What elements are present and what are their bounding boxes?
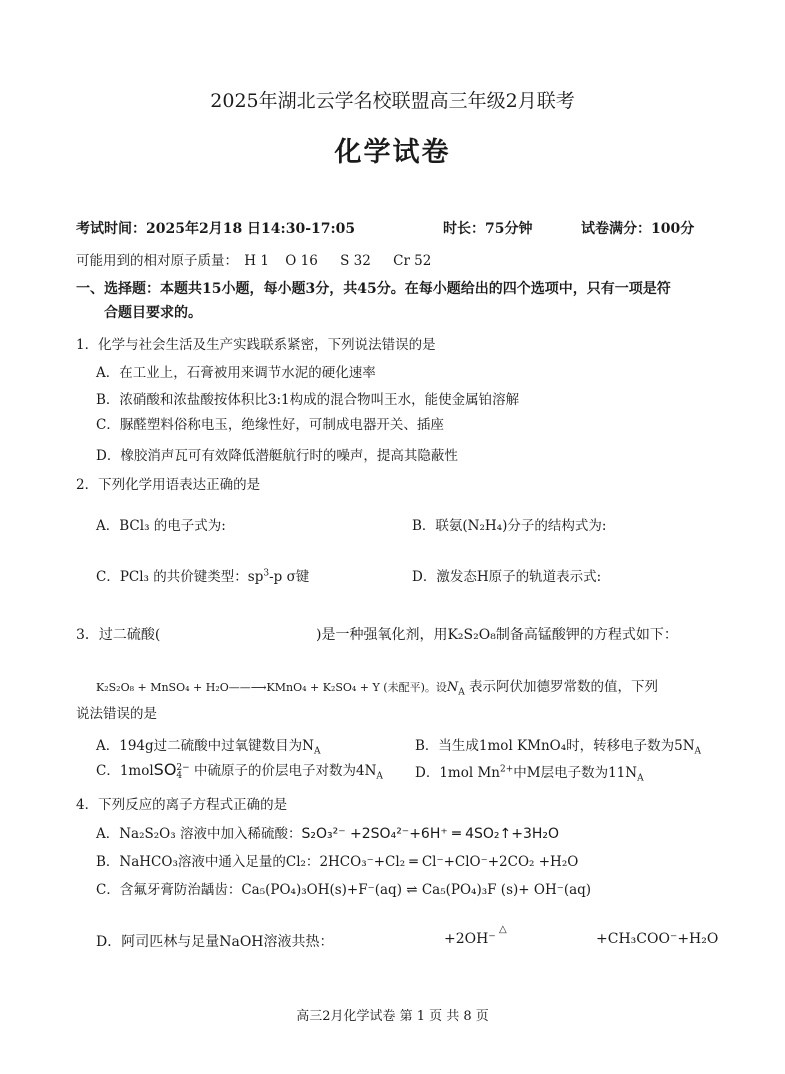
exam-score: 试卷满分：100分	[581, 221, 695, 237]
q4-option-d-pre: D．阿司匹林与足量NaOH溶液共热：	[96, 934, 334, 950]
subject-title: 化学试卷	[334, 137, 451, 168]
q3-option-c	[96, 759, 383, 782]
q3-na-sub: A	[458, 687, 465, 698]
q3-option-c-ion-sub: 4	[176, 770, 183, 781]
q2-option-c-pre: C．PCl₃ 的共价键类型：sp	[96, 569, 264, 585]
q4-option-d-post: +CH₃COO⁻+H₂O	[596, 931, 719, 947]
section1-heading-2: 合题目要求的。	[104, 305, 202, 321]
q3-stem-post: )是一种强氧化剂，用K₂S₂O₈制备高锰酸钾的方程式如下：	[316, 627, 678, 643]
page-footer: 高三2月化学试卷 第 1 页 共 8 页	[296, 1009, 489, 1024]
q3-option-a-sub: A	[313, 746, 321, 757]
q3-option-c-ion-charge	[176, 764, 189, 780]
q2-option-d: D．激发态H原子的轨道表示式:	[412, 569, 602, 585]
q4-option-b	[96, 850, 578, 870]
q3-equation: K₂S₂O₈ + MnSO₄ + H₂O——⟶KMnO₄ + K₂SO₄ + Y (未配平)。设	[96, 681, 447, 694]
q3-option-d-post: 中M层电子数为11N	[513, 765, 638, 781]
q3-stem-pre: 3．过二硫酸(	[76, 627, 161, 643]
q3-option-a	[96, 734, 320, 757]
q3-option-c-pre: C．1mol	[96, 763, 154, 779]
q3-equation-line	[96, 675, 658, 697]
q3-option-c-post: 中硫原子的价层电子对数为4N	[189, 763, 377, 779]
q3-option-c-sub: A	[376, 771, 383, 782]
atomic-mass-cr: Cr 52	[393, 253, 432, 269]
exam-title: 2025年湖北云学名校联盟高三年级2月联考	[210, 90, 575, 112]
q3-option-c-ion-sup: 2−	[176, 762, 190, 773]
q1-option-a: A．在工业上，石膏被用来调节水泥的硬化速率	[96, 365, 376, 381]
q4-option-b-pre: B．NaHCO₃溶液中通入足量的Cl₂：	[96, 854, 320, 870]
exam-duration: 时长：75分钟	[443, 221, 533, 237]
q4-stem: 4．下列反应的离子方程式正确的是	[76, 797, 288, 813]
q3-option-c-ion: SO	[153, 760, 177, 779]
q3-na-symbol: N	[446, 680, 459, 695]
q3-option-b-text: B．当生成1mol KMnO₄时，转移电子数为5N	[415, 738, 695, 754]
q4-option-a-pre: A．Na₂S₂O₃ 溶液中加入稀硫酸：	[96, 826, 302, 842]
heat-triangle-icon: △	[499, 924, 507, 935]
q2-stem: 2．下列化学用语表达正确的是	[76, 477, 261, 493]
q3-option-d-sup: 2+	[499, 764, 514, 775]
q4-option-a	[96, 822, 559, 842]
q2-option-c	[96, 565, 309, 585]
atomic-mass-label: 可能用到的相对原子质量：	[76, 253, 238, 269]
atomic-mass-line	[76, 249, 431, 269]
q1-stem: 1．化学与社会生活及生产实践联系紧密，下列说法错误的是	[76, 337, 436, 353]
atomic-mass-o: O 16	[285, 253, 318, 269]
section1-heading: 一、选择题：本题共15小题，每小题3分，共45分。在每小题给出的四个选项中，只有一项是符	[76, 281, 671, 297]
q3-option-a-text: A．194g过二硫酸中过氧键数目为N	[96, 738, 314, 754]
q3-option-d-sub: A	[637, 773, 644, 784]
atomic-mass-s: S 32	[340, 253, 371, 269]
q1-option-b: B．浓硝酸和浓盐酸按体积比3:1构成的混合物叫王水，能使金属铂溶解	[96, 392, 520, 408]
q3-stem-2: 说法错误的是	[76, 706, 157, 722]
q3-option-d	[415, 761, 644, 784]
q3-option-b	[415, 734, 701, 757]
q4-option-d-mid: +2OH⁻	[444, 931, 496, 947]
q2-option-c-post: -p σ键	[269, 569, 310, 585]
q2-option-c-sup: 3	[263, 568, 270, 579]
q3-option-b-sub: A	[694, 746, 702, 757]
q4-option-a-equation: S₂O₃²⁻ +2SO₄²⁻+6H⁺ ═ 4SO₂↑+3H₂O	[301, 826, 560, 842]
q4-option-b-equation: 2HCO₃⁻+Cl₂ ═ Cl⁻+ClO⁻+2CO₂ +H₂O	[319, 854, 579, 870]
atomic-mass-h: H 1	[244, 253, 269, 269]
q4-option-c: C．含氟牙膏防治龋齿：Ca₅(PO₄)₃OH(s)+F⁻(aq) ⇌ Ca₅(PO₄)₃F (s)+ OH⁻(aq)	[96, 882, 592, 898]
exam-time: 考试时间：2025年2月18 日14:30-17:05	[76, 221, 356, 237]
q3-equation-tail: 表示阿伏加德罗常数的值，下列	[464, 679, 659, 695]
q1-option-d: D．橡胶消声瓦可有效降低潜艇航行时的噪声，提高其隐蔽性	[96, 448, 458, 464]
q1-option-c: C．脲醛塑料俗称电玉，绝缘性好，可制成电器开关、插座	[96, 417, 444, 433]
q2-option-b: B．联氨(N₂H₄)分子的结构式为:	[412, 518, 607, 534]
q2-option-a: A．BCl₃ 的电子式为:	[96, 518, 226, 534]
q3-option-d-pre: D．1mol Mn	[415, 765, 500, 781]
